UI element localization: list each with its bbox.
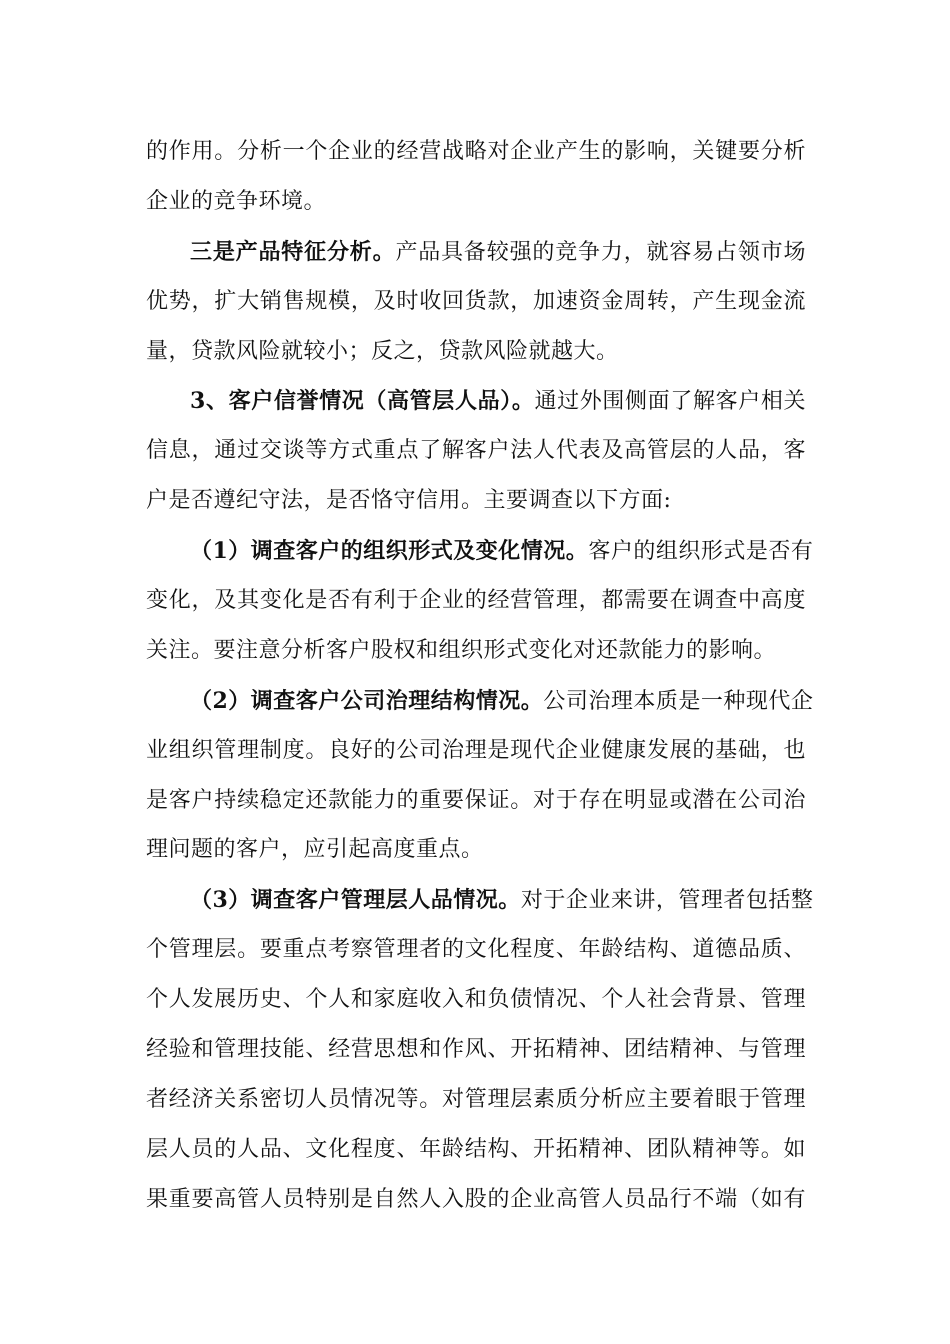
text-run: 是客户持续稳定还款能力的重要保证。对于存在明显或潜在公司治 xyxy=(146,788,806,813)
text-run: 产品具备较强的竞争力，就容易占领市场 xyxy=(395,240,806,265)
text-run: 对于企业来讲，管理者包括整 xyxy=(520,888,814,913)
text-line-16 xyxy=(190,883,814,917)
text-run: 量，贷款风险就较小；反之，贷款风险就越大。 xyxy=(146,339,619,364)
text-line-11 xyxy=(146,634,806,668)
text-run: 业组织管理制度。良好的公司治理是现代企业健康发展的基础，也 xyxy=(146,738,806,763)
text-run: 户是否遵纪守法，是否恪守信用。主要调查以下方面: xyxy=(146,488,672,513)
text-line-4 xyxy=(146,285,806,319)
text-run: 理问题的客户，应引起高度重点。 xyxy=(146,837,484,862)
text-line-7 xyxy=(146,434,806,468)
text-line-18 xyxy=(146,983,806,1017)
section-heading: 3、客户信誉情况（高管层人品）。 xyxy=(190,388,535,414)
text-line-21 xyxy=(146,1133,806,1167)
text-line-9 xyxy=(190,534,814,568)
text-line-15 xyxy=(146,833,806,867)
text-run: 企业的竞争环境。 xyxy=(146,189,327,214)
text-run: 关注。要注意分析客户股权和组织形式变化对还款能力的影响。 xyxy=(146,638,777,663)
text-run: 公司治理本质是一种现代企 xyxy=(543,689,814,714)
text-line-5 xyxy=(146,335,806,369)
text-line-22 xyxy=(146,1183,806,1217)
text-line-13 xyxy=(146,734,806,768)
text-line-10 xyxy=(146,584,806,618)
text-line-12 xyxy=(190,684,814,718)
text-run: 优势，扩大销售规模，及时收回货款，加速资金周转，产生现金流 xyxy=(146,289,806,314)
text-line-8 xyxy=(146,484,806,518)
text-run: 信息，通过交谈等方式重点了解客户法人代表及高管层的人品，客 xyxy=(146,438,806,463)
text-run: 果重要高管人员特别是自然人入股的企业高管人员品行不端（如有 xyxy=(146,1187,806,1212)
text-run: 个管理层。要重点考察管理者的文化程度、年龄结构、道德品质、 xyxy=(146,937,806,962)
text-run: 层人员的人品、文化程度、年龄结构、开拓精神、团队精神等。如 xyxy=(146,1137,806,1162)
section-heading: （2）调查客户公司治理结构情况。 xyxy=(190,688,544,714)
text-line-1 xyxy=(146,135,806,169)
text-line-14 xyxy=(146,784,806,818)
text-run: 的作用。分析一个企业的经营战略对企业产生的影响，关键要分析 xyxy=(146,139,806,164)
text-line-17 xyxy=(146,933,806,967)
section-heading: （1）调查客户的组织形式及变化情况。 xyxy=(190,538,589,564)
text-run: 变化，及其变化是否有利于企业的经营管理，都需要在调查中高度 xyxy=(146,588,806,613)
section-heading: 三是产品特征分析。 xyxy=(190,239,396,265)
text-line-3 xyxy=(190,235,806,269)
text-line-6 xyxy=(190,384,806,418)
text-line-19 xyxy=(146,1033,806,1067)
text-run: 者经济关系密切人员情况等。对管理层素质分析应主要着眼于管理 xyxy=(146,1087,806,1112)
section-heading: （3）调查客户管理层人品情况。 xyxy=(190,887,521,913)
text-line-2 xyxy=(146,185,806,219)
text-run: 经验和管理技能、经营思想和作风、开拓精神、团结精神、与管理 xyxy=(146,1037,806,1062)
text-run: 个人发展历史、个人和家庭收入和负债情况、个人社会背景、管理 xyxy=(146,987,806,1012)
text-line-20 xyxy=(146,1083,806,1117)
text-run: 客户的组织形式是否有 xyxy=(588,539,814,564)
text-run: 通过外围侧面了解客户相关 xyxy=(534,389,806,414)
